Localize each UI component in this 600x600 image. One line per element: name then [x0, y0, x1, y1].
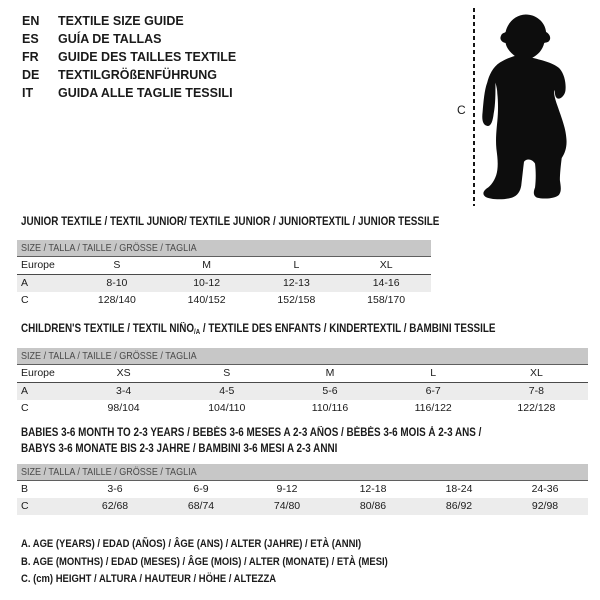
table-cell: 98/104 [107, 402, 140, 414]
junior-table-title [21, 214, 507, 230]
title-segment: / TEXTILE DES ENFANTS / KINDERTEXTIL / BAMBINI TESSILE [200, 323, 496, 335]
row-label: A [21, 385, 29, 397]
table-cell: 14-16 [372, 277, 400, 289]
table-row [17, 292, 431, 309]
table-row [17, 365, 588, 383]
language-code: DE [22, 68, 40, 82]
height-dashed-line [473, 8, 475, 206]
row-label: C [21, 402, 29, 414]
table-cell: 62/68 [101, 500, 129, 512]
table-cell: 110/116 [311, 402, 349, 414]
table-cell: 158/170 [367, 294, 406, 306]
table-cell: 18-24 [445, 483, 473, 495]
language-code: ES [22, 32, 39, 46]
table-cell: 152/158 [277, 294, 316, 306]
table-cell: 86/92 [445, 500, 473, 512]
table-cell: XL [379, 259, 393, 271]
table-cell: S [223, 367, 231, 379]
row-label: B [21, 483, 29, 495]
size-header-text: SIZE / TALLA / TAILLE / GRÖSSE / TAGLIA [21, 350, 197, 362]
language-code: IT [22, 86, 34, 100]
table-cell: L [430, 367, 437, 379]
table-cell: 116/122 [414, 402, 452, 414]
table-cell: M [325, 367, 335, 379]
legend-row-es [22, 30, 236, 48]
table-row [17, 257, 431, 275]
table-cell: 10-12 [193, 277, 221, 289]
table-cell: S [113, 259, 121, 271]
legend-row-fr [22, 48, 236, 66]
babies-title-line2: BABYS 3-6 MONATE BIS 2-3 JAHRE / BAMBINI 3-6 MESI A 2-3 ANNI [21, 443, 338, 455]
table-cell: 24-36 [531, 483, 559, 495]
footnote-c [21, 571, 448, 589]
language-code: FR [22, 50, 39, 64]
guide-title: GUIDE DES TAILLES TEXTILE [58, 50, 237, 64]
table-row [17, 498, 588, 515]
row-label: C [21, 294, 29, 306]
footnotes [21, 536, 448, 589]
legend-row-it [22, 84, 236, 102]
language-code: EN [22, 14, 40, 28]
table-cell: 74/80 [273, 500, 301, 512]
table-cell: 8-10 [106, 277, 128, 289]
table-cell: 12-13 [282, 277, 310, 289]
table-row [17, 481, 588, 498]
footnote-b-text: B. AGE (MONTHS) / EDAD (MESES) / ÂGE (MOIS) / ALTER (MONATE) / ETÀ (MESI) [21, 555, 388, 568]
table-cell: 80/86 [359, 500, 387, 512]
title-subscript: /A [194, 329, 201, 336]
table-cell: L [293, 259, 300, 271]
row-label: Europe [21, 367, 55, 379]
footnote-b [21, 554, 448, 572]
babies-table [17, 464, 588, 515]
guide-title: GUIDA ALLE TAGLIE TESSILI [58, 86, 233, 100]
table-cell: 3-4 [116, 385, 132, 397]
table-cell: 7-8 [528, 385, 544, 397]
table-cell: 122/128 [517, 402, 556, 414]
baby-silhouette-icon [478, 7, 570, 207]
table-cell: 3-6 [107, 483, 123, 495]
size-header-text: SIZE / TALLA / TAILLE / GRÖSSE / TAGLIA [21, 466, 197, 478]
table-cell: 12-18 [359, 483, 387, 495]
language-legend [22, 12, 236, 102]
size-header-text: SIZE / TALLA / TAILLE / GRÖSSE / TAGLIA [21, 242, 197, 254]
children-table-title [21, 321, 573, 341]
table-row [17, 383, 588, 400]
table-cell: M [202, 259, 211, 271]
table-row [17, 275, 431, 292]
table-cell: 140/152 [187, 294, 226, 306]
children-table [17, 348, 588, 417]
babies-title-line1: BABIES 3-6 MONTH TO 2-3 YEARS / BEBÉS 3-6 MESES A 2-3 AÑOS / BÉBÉS 3-6 MOIS À 2-3 ANS / [21, 427, 482, 439]
table-cell: 128/140 [97, 294, 136, 306]
row-label: A [21, 277, 29, 289]
row-label: C [21, 500, 29, 512]
legend-row-de [22, 66, 236, 84]
table-cell: 92/98 [531, 500, 559, 512]
table-cell: XS [116, 367, 131, 379]
size-header-bar [17, 348, 588, 365]
table-cell: 9-12 [276, 483, 298, 495]
guide-title: TEXTILGRÖßENFÜHRUNG [58, 68, 218, 82]
table-row [17, 400, 588, 417]
table-cell: 104/110 [208, 402, 246, 414]
guide-title: TEXTILE SIZE GUIDE [58, 14, 184, 28]
footnote-a [21, 536, 448, 554]
table-cell: 6-9 [193, 483, 209, 495]
height-marker-label: C [457, 103, 466, 117]
junior-table [17, 240, 431, 309]
size-header-bar [17, 464, 588, 481]
table-cell: 68/74 [187, 500, 215, 512]
table-cell: 6-7 [425, 385, 441, 397]
legend-row-en [22, 12, 236, 30]
size-header-bar [17, 240, 431, 257]
table-cell: 5-6 [322, 385, 338, 397]
guide-title: GUÍA DE TALLAS [58, 32, 162, 46]
row-label: Europe [21, 259, 55, 271]
table-cell: 4-5 [219, 385, 235, 397]
babies-table-title [21, 425, 556, 457]
children-table-title-text [21, 321, 496, 341]
footnote-c-text: C. (cm) HEIGHT / ALTURA / HAUTEUR / HÖHE / ALTEZZA [21, 573, 277, 585]
junior-table-title-text: JUNIOR TEXTILE / TEXTIL JUNIOR/ TEXTILE JUNIOR / JUNIORTEXTIL / JUNIOR TESSILE [21, 216, 440, 228]
footnote-a-text: A. AGE (YEARS) / EDAD (AÑOS) / ÂGE (ANS) / ALTER (JAHRE) / ETÀ (ANNI) [21, 538, 362, 550]
title-segment: CHILDREN'S TEXTILE / TEXTIL NIÑO [21, 323, 195, 335]
table-cell: XL [529, 367, 543, 379]
